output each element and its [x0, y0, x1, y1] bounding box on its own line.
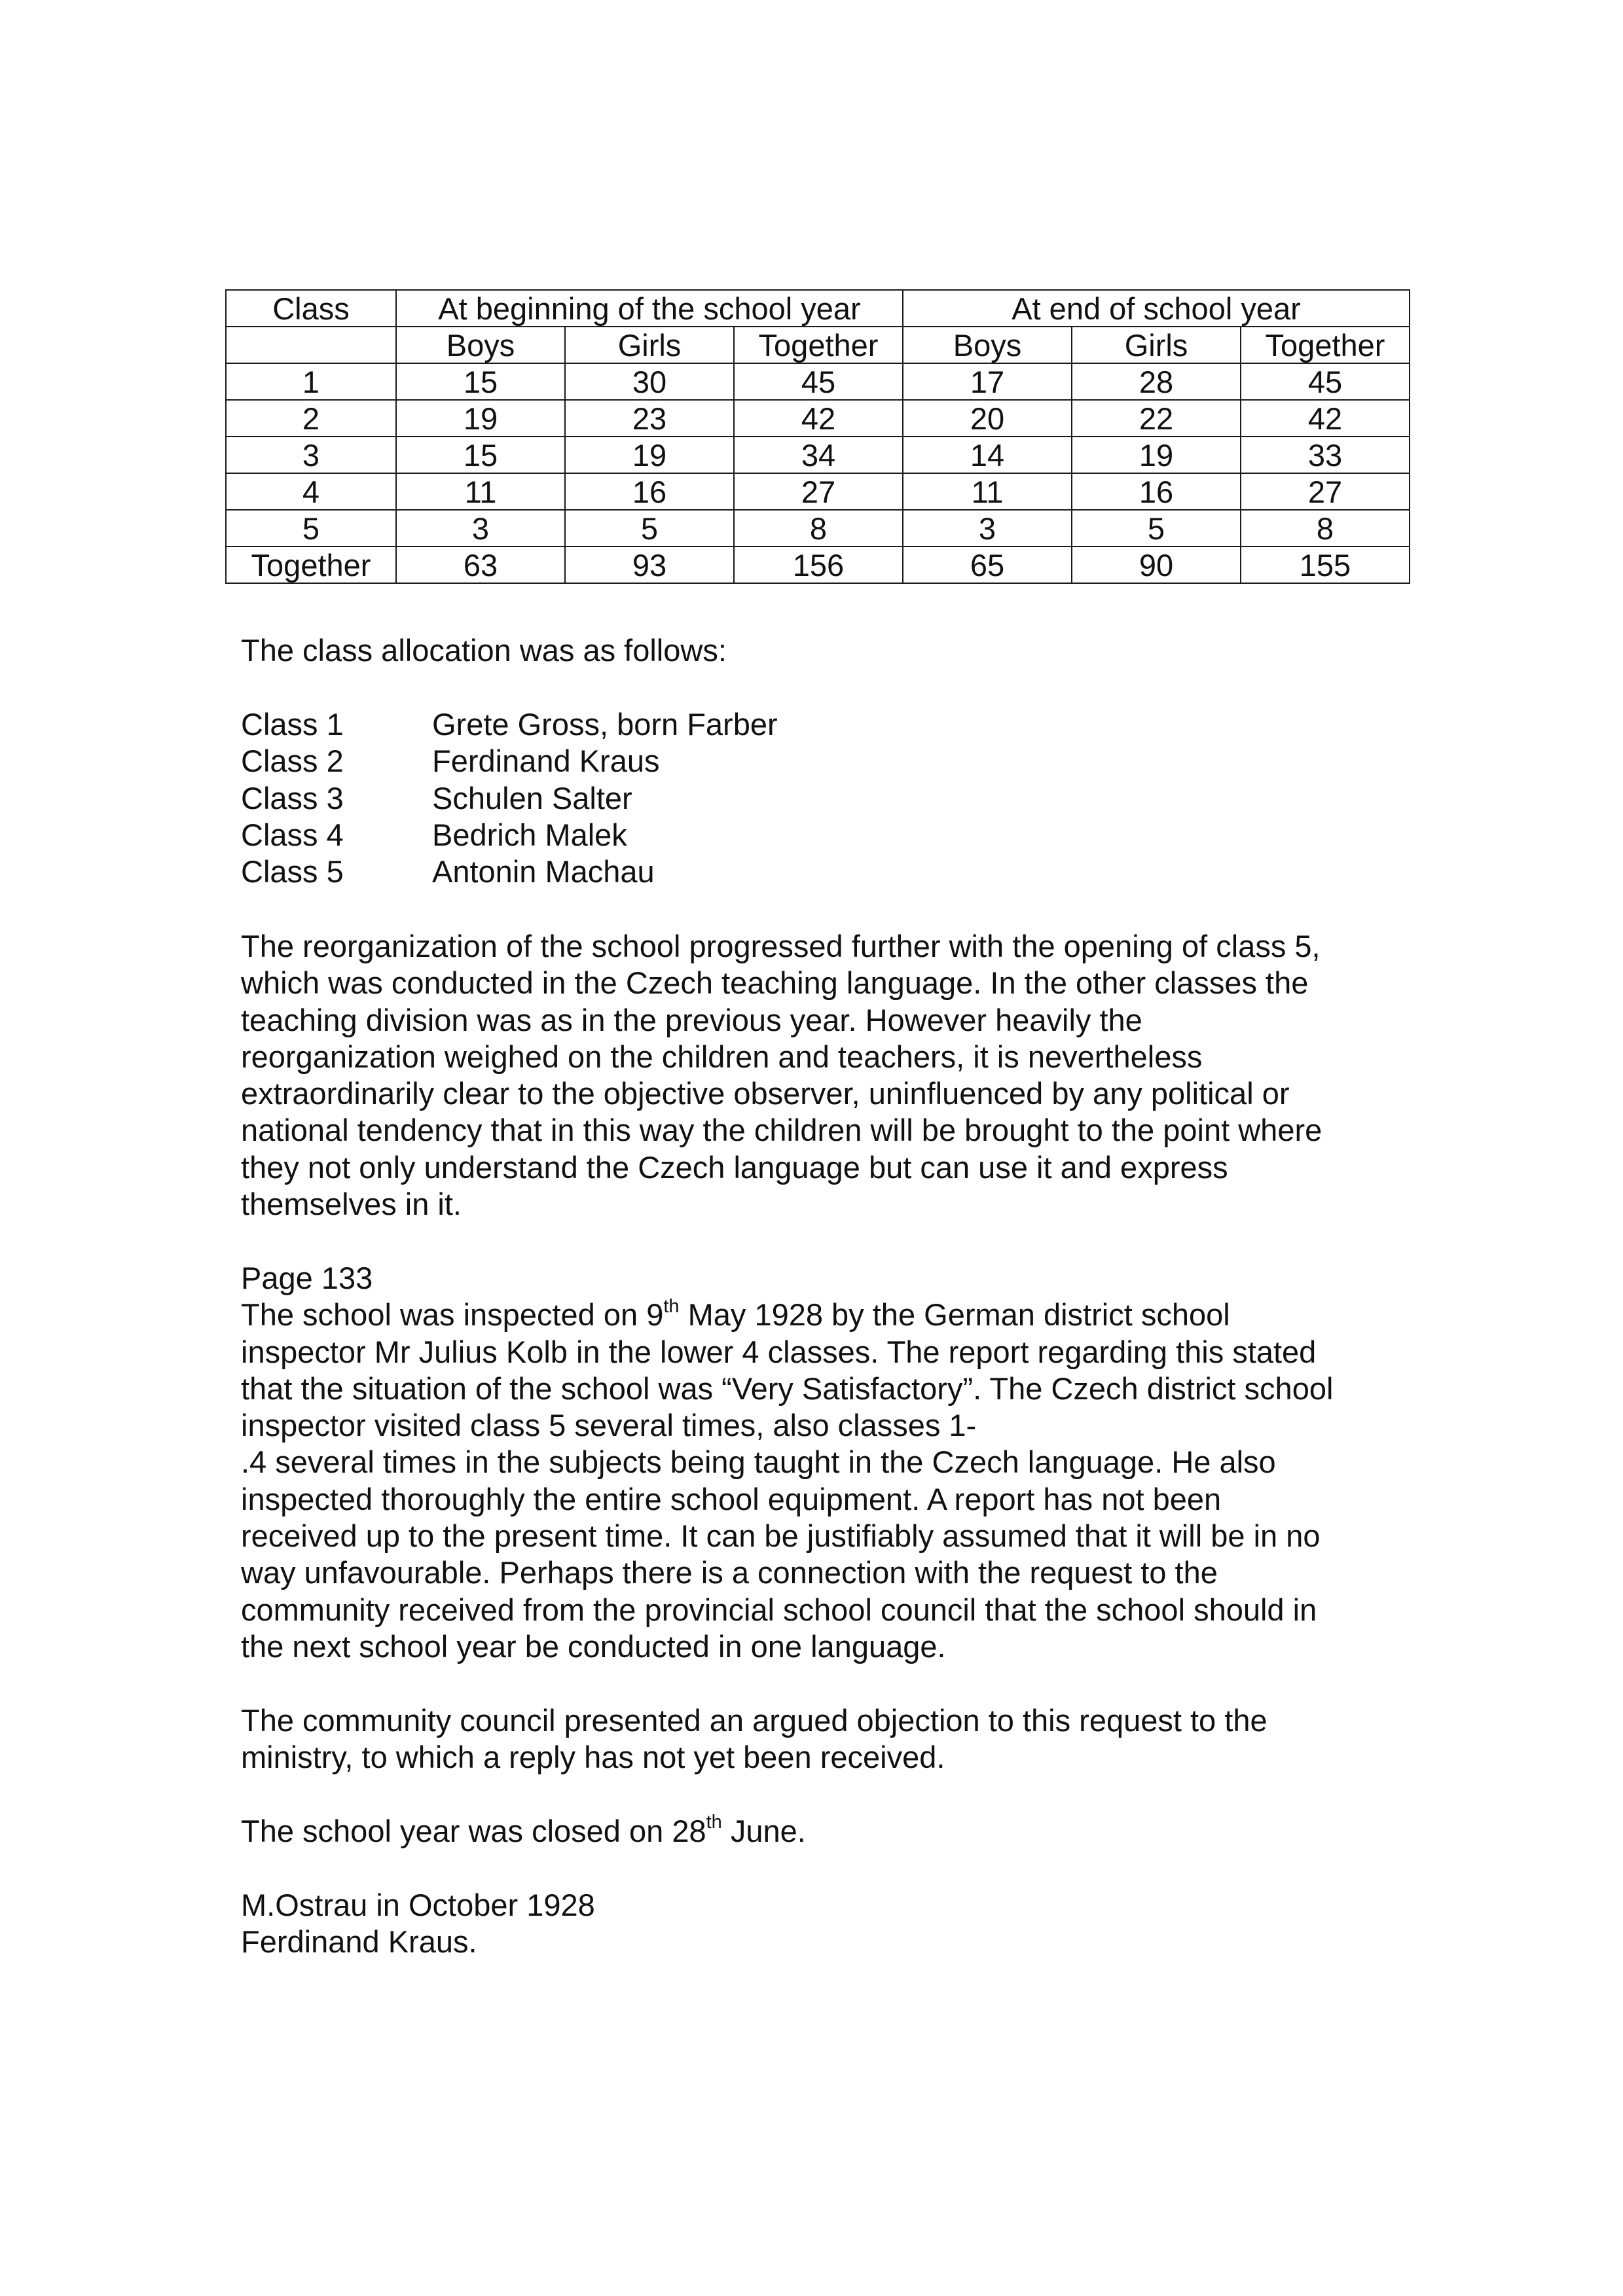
- text-line: teaching division was as in the previous year. However heavily the: [241, 1002, 1142, 1037]
- allocation-list: [241, 706, 1406, 890]
- table-cell: 3: [226, 437, 396, 473]
- table-cell: 19: [1072, 437, 1241, 473]
- text-line: The reorganization of the school progressed further with the opening of class 5,: [241, 929, 1321, 963]
- table-cell: 2: [226, 400, 396, 437]
- table-header-row: [226, 290, 1410, 327]
- header-class: Class: [226, 290, 396, 327]
- subheader-cell: Together: [1241, 327, 1410, 363]
- table-cell: 63: [396, 547, 565, 583]
- table-cell: 27: [1241, 473, 1410, 510]
- subheader-cell: Girls: [1072, 327, 1241, 363]
- text-line: themselves in it.: [241, 1187, 462, 1222]
- subheader-cell: Boys: [903, 327, 1072, 363]
- table-cell: 17: [903, 363, 1072, 400]
- table-row: [226, 400, 1410, 437]
- table-row: [226, 363, 1410, 400]
- table-cell: 30: [565, 363, 734, 400]
- allocation-section: [241, 632, 1406, 669]
- signature-place-date: M.Ostrau in October 1928: [241, 1888, 595, 1922]
- table-row: [226, 437, 1410, 473]
- allocation-class: Class 1: [241, 707, 344, 742]
- table-cell: 65: [903, 547, 1072, 583]
- table-cell: 22: [1072, 400, 1241, 437]
- table-cell: 16: [565, 473, 734, 510]
- subheader-blank: [226, 327, 396, 363]
- text-line: reorganization weighed on the children and teachers, it is nevertheless: [241, 1039, 1203, 1074]
- ordinal-suffix: th: [663, 1295, 680, 1317]
- table-cell: 15: [396, 437, 565, 473]
- subheader-cell: Boys: [396, 327, 565, 363]
- table-cell: 4: [226, 473, 396, 510]
- table-cell: 11: [903, 473, 1072, 510]
- table-cell: 5: [565, 510, 734, 547]
- table-cell: 11: [396, 473, 565, 510]
- list-item: [241, 780, 1406, 817]
- table-cell: 155: [1241, 547, 1410, 583]
- objection-paragraph: [241, 1702, 1406, 1776]
- table-cell: 15: [396, 363, 565, 400]
- table-cell: 5: [226, 510, 396, 547]
- table-cell: 27: [734, 473, 903, 510]
- table-cell: 8: [1241, 510, 1410, 547]
- subheader-cell: Girls: [565, 327, 734, 363]
- table-cell: 1: [226, 363, 396, 400]
- inspection-paragraph: [241, 1260, 1406, 1665]
- text-line: [241, 1813, 1406, 1850]
- text-line: ministry, to which a reply has not yet been received.: [241, 1740, 945, 1775]
- table-cell: 90: [1072, 547, 1241, 583]
- list-item: [241, 817, 1406, 853]
- table-cell: 34: [734, 437, 903, 473]
- table-cell: 23: [565, 400, 734, 437]
- text-fragment: May 1928 by the German district school: [679, 1297, 1230, 1333]
- text-line: inspected thoroughly the entire school equipment. A report has not been: [241, 1481, 1222, 1516]
- allocation-class: Class 2: [241, 744, 344, 779]
- table-cell: 8: [734, 510, 903, 547]
- text-line: The community council presented an argued objection to this request to the: [241, 1703, 1267, 1738]
- allocation-class: Class 5: [241, 854, 344, 889]
- table-row: [226, 510, 1410, 547]
- list-item: [241, 743, 1406, 780]
- page-number-label: Page 133: [241, 1261, 373, 1295]
- table-cell: 19: [565, 437, 734, 473]
- table-cell: 28: [1072, 363, 1241, 400]
- table-cell: 3: [903, 510, 1072, 547]
- list-item: [241, 706, 1406, 743]
- allocation-teacher: Bedrich Malek: [432, 817, 627, 852]
- text-line: which was conducted in the Czech teaching language. In the other classes the: [241, 965, 1309, 1001]
- text-line: the next school year be conducted in one language.: [241, 1628, 946, 1664]
- allocation-teacher: Antonin Machau: [432, 854, 655, 889]
- allocation-teacher: Grete Gross, born Farber: [432, 707, 778, 742]
- table-cell: 42: [734, 400, 903, 437]
- allocation-class: Class 4: [241, 817, 344, 852]
- table-cell: 16: [1072, 473, 1241, 510]
- text-line: way unfavourable. Perhaps there is a connection with the request to the: [241, 1555, 1218, 1590]
- table-total-row: [226, 547, 1410, 583]
- text-line: that the situation of the school was “Very Satisfactory”. The Czech district school: [241, 1371, 1334, 1406]
- table-cell: 5: [1072, 510, 1241, 547]
- table-cell: 45: [734, 363, 903, 400]
- header-end-of-year: At end of school year: [903, 290, 1410, 327]
- text-line: received up to the present time. It can be justifiably assumed that it will be in no: [241, 1518, 1321, 1554]
- table-cell: 33: [1241, 437, 1410, 473]
- closing-paragraph: [241, 1813, 1406, 1850]
- text-line: community received from the provincial school council that the school should in: [241, 1592, 1317, 1627]
- table-row: [226, 473, 1410, 510]
- allocation-class: Class 3: [241, 780, 344, 816]
- table-cell: 3: [396, 510, 565, 547]
- signature-block: [241, 1887, 1406, 1961]
- table-cell: 19: [396, 400, 565, 437]
- reorganization-paragraph: [241, 928, 1406, 1223]
- ordinal-suffix: th: [706, 1812, 722, 1833]
- allocation-teacher: Schulen Salter: [432, 780, 632, 816]
- table-cell: 156: [734, 547, 903, 583]
- table-cell: 14: [903, 437, 1072, 473]
- header-beginning-of-year: At beginning of the school year: [396, 290, 903, 327]
- table-cell: 93: [565, 547, 734, 583]
- signature-name: Ferdinand Kraus.: [241, 1924, 477, 1960]
- text-line: .4 several times in the subjects being taught in the Czech language. He also: [241, 1444, 1276, 1480]
- enrolment-table: [225, 289, 1410, 584]
- subheader-cell: Together: [734, 327, 903, 363]
- text-line: they not only understand the Czech language but can use it and express: [241, 1149, 1228, 1185]
- allocation-teacher: Ferdinand Kraus: [432, 744, 660, 779]
- allocation-intro: The class allocation was as follows:: [241, 633, 727, 668]
- text-line: extraordinarily clear to the objective observer, uninfluenced by any political or: [241, 1076, 1290, 1111]
- text-line: inspector Mr Julius Kolb in the lower 4 classes. The report regarding this stated: [241, 1334, 1317, 1369]
- table-cell: 20: [903, 400, 1072, 437]
- text-line: [241, 1297, 1406, 1333]
- list-item: [241, 853, 1406, 890]
- text-line: inspector visited class 5 several times, also classes 1-: [241, 1408, 977, 1443]
- text-fragment: June.: [721, 1814, 806, 1848]
- text-line: national tendency that in this way the children will be brought to the point where: [241, 1113, 1322, 1148]
- table-cell: Together: [226, 547, 396, 583]
- table-cell: 42: [1241, 400, 1410, 437]
- table-cell: 45: [1241, 363, 1410, 400]
- text-fragment: The school year was closed on 28: [241, 1814, 706, 1848]
- text-fragment: The school was inspected on 9: [241, 1297, 664, 1333]
- table-subheader-row: [226, 327, 1410, 363]
